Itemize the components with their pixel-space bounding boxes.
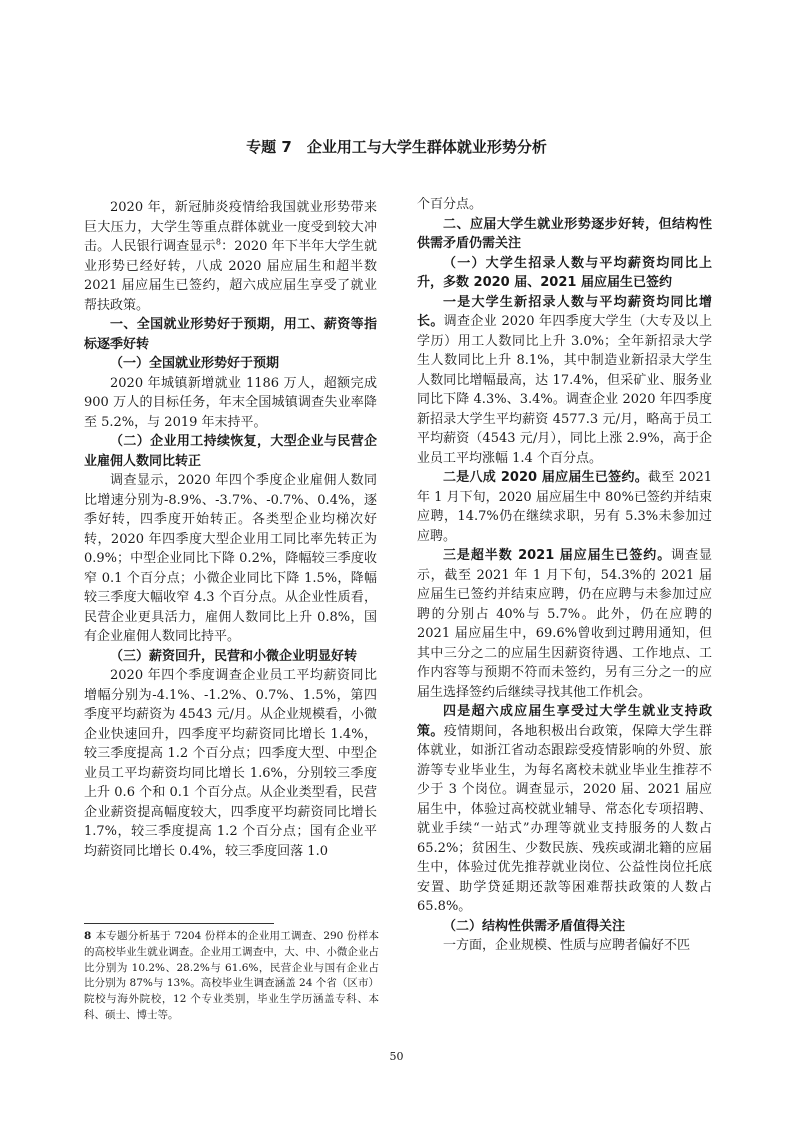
left-column	[84, 198, 377, 861]
paragraph: 调查显示，2020 年四个季度企业雇佣人数同比增速分别为-8.9%、-3.7%、-0.7%、0.4%，逐季好转，四季度开始转正。各类型企业均梯次好转，2020 年四季度大型企业用工同比率先转正为 0.9%；中型企业同比下降 0.2%，降幅较三季度收窄 0.1 个百分点；小微企业同比下降 1.5%，降幅较三季度大幅收窄 4.3 个百分点。从企业性质看，民营企业更具活力，雇佣人数同比上升 0.8%，国有企业雇佣人数同比持平。	[84, 473, 377, 644]
lead-sentence: 四是超六成应届生享受过大学生就业支持政策。	[417, 704, 712, 739]
section-1-heading: 一、全国就业形势好于预期，用工、薪资等指标逐季好转	[84, 317, 377, 352]
footnote-text: 本专题分析基于 7204 份样本的企业用工调查、290 份样本的高校毕业生就业调查。企业用工调查中，大、中、小微企业占比分别为 10.2%、28.2%与 61.6%，民营企业与国有企业占比分别为 87%与 13%。高校毕业生调查涵盖 24 个省（区市）院校与海外院校，12 个专业类别，毕业生学历涵盖专科、本科、硕士、博士等。	[84, 930, 379, 1021]
paragraph-continuation: 个百分点。	[417, 197, 483, 212]
subsection-1-1-heading: （一）全国就业形势好于预期	[110, 356, 280, 371]
subsection-1-3-heading: （三）薪资回升，民营和小微企业明显好转	[110, 648, 358, 664]
paragraph: 2020 年四个季度调查企业员工平均薪资同比增幅分别为-4.1%、-1.2%、0.7%、1.5%，第四季度平均薪资为 4543 元/月。从企业规模看，小微企业快速回升，四季度平均薪资同比增长 1.4%，较三季度提高 1.2 个百分点；四季度大型、中型企业员工平均薪资均同比增长 1.6%，分别较三季度上升 0.6 个和 0.1 个百分点。从企业类型看，民营企业薪资提高幅度较大，四季度平均薪资同比增长 1.7%，较三季度提高 1.2 个百分点；国有企业平均薪资同比增长 0.4%，较三季度回落 1.0	[84, 668, 377, 859]
lead-sentence: 一是大学生新招录人数与平均薪资均同比增长。	[417, 294, 712, 329]
page-number: 50	[389, 1050, 404, 1063]
paragraph: 一方面，企业规模、性质与应聘者偏好不匹	[443, 938, 691, 953]
intro-paragraph: 2020 年，新冠肺炎疫情给我国就业形势带来巨大压力，大学生等重点群体就业一度受到较大冲击。人民银行调查显示$^8$：2020 年下半年大学生就业形势已经好转，八成 2020 届应届生和超半数 2021 届应届生已签约，超六成应届生享受了就业帮扶政策。	[84, 200, 377, 313]
paragraph: 一是大学生新招录人数与平均薪资均同比增长。调查企业 2020 年四季度大学生（大专及以上学历）用工人数同比上升 3.0%；全年新招录大学生人数同比上升 8.1%，其中制造业新招录大学生人数同比增幅最高，达 17.4%，但采矿业、服务业同比下降 4.3%、3.4%。调查企业 2020 年四季度新招录大学生平均薪资 4577.3 元/月，略高于员工平均薪资（4543 元/月），同比上涨 2.9%，高于企业员工平均涨幅 1.4 个百分点。	[417, 294, 712, 466]
page-title: 专题 7 企业用工与大学生群体就业形势分析	[246, 138, 547, 156]
footnote-divider	[84, 923, 274, 924]
footnote-ref[interactable]: 8	[215, 237, 221, 247]
section-2-heading: 二、应届大学生就业形势逐步好转，但结构性供需矛盾仍需关注	[417, 216, 712, 251]
subsection-2-1-heading: （一）大学生招录人数与平均薪资均同比上升，多数 2020 届、2021 届应届生已签约	[417, 255, 712, 290]
paragraph: 二是八成 2020 届应届生已签约。截至 2021 年 1 月下旬，2020 届应届生中 80%已签约并结束应聘，14.7%仍在继续求职，另有 5.3%未参加过应聘。	[417, 470, 713, 544]
paragraph: 三是超半数 2021 届应届生已签约。调查显示，截至 2021 年 1 月下旬，54.3%的 2021 届应届生已签约并结束应聘，仍在应聘与未参加过应聘的分别占 40%与 5.7%。此外，仍在应聘的 2021 届应届生中，69.6%曾收到过聘用通知，但其中三分之二的应届生因薪资待遇、工作地点、工作内容等与预期不符而未签约，另有三分之一的应届生选择签约后继续寻找其他工作机会。	[417, 548, 712, 700]
lead-sentence: 三是超半数 2021 届应届生已签约。	[443, 548, 672, 563]
paragraph: 2020 年城镇新增就业 1186 万人，超额完成 900 万人的目标任务，年末全国城镇调查失业率降至 5.2%，与 2019 年末持平。	[84, 375, 377, 430]
lead-sentence: 二是八成 2020 届应届生已签约。	[443, 470, 648, 485]
footnote-mark: 8	[84, 930, 92, 942]
paragraph: 四是超六成应届生享受过大学生就业支持政策。疫情期间，各地积极出台政策，保障大学生群体就业，如浙江省动态跟踪受疫情影响的外贸、旅游等专业毕业生，为每名离校未就业毕业生推荐不少于 3 个岗位。调查显示，2020 届、2021 届应届生中，体验过高校就业辅导、常态化专项招聘、就业手续“一站式”办理等就业支持服务的人数占 65.2%；贫困生、少数民族、残疾或湖北籍的应届生中，体验过优先推荐就业岗位、公益性岗位托底安置、助学贷延期还款等困难帮扶政策的人数占 65.8%。	[417, 704, 712, 914]
right-column	[417, 195, 712, 956]
footnote	[84, 929, 379, 1024]
subsection-1-2-heading: （二）企业用工持续恢复，大型企业与民营企业雇佣人数同比转正	[84, 434, 377, 469]
subsection-2-2-heading: （二）结构性供需矛盾值得关注	[443, 918, 626, 934]
